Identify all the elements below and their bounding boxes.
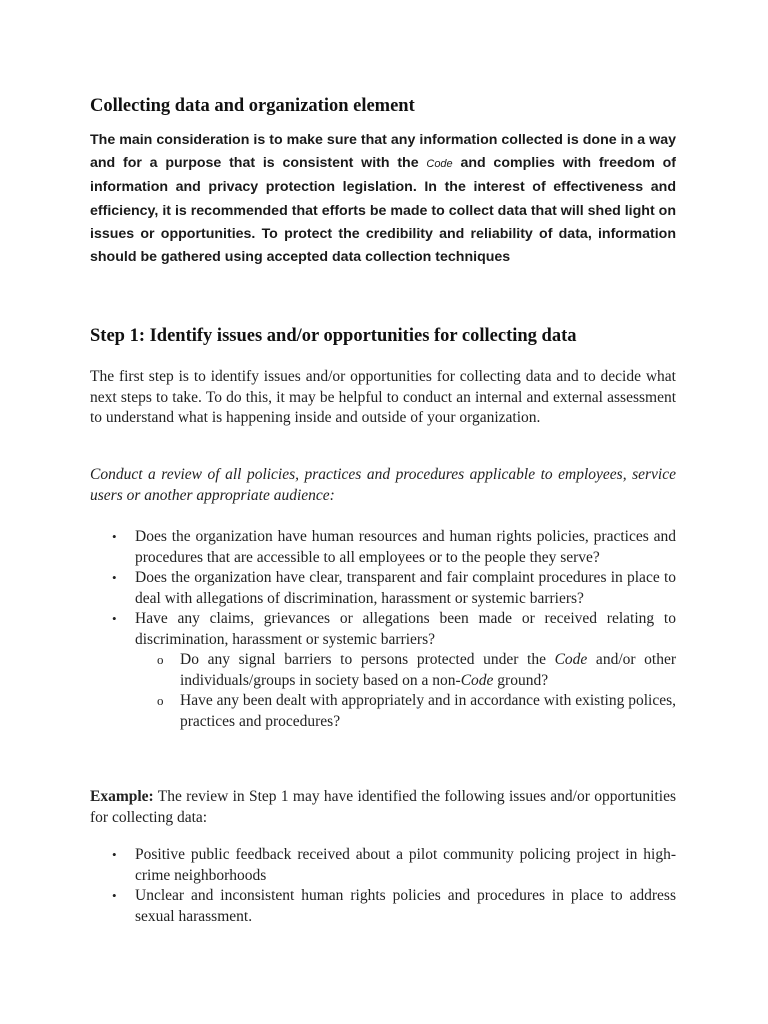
- sub-question-text: Do any signal barriers to persons protected under the: [180, 651, 555, 668]
- sub-bullet-icon: o: [157, 652, 164, 667]
- example-item-text: Positive public feedback received about a pilot community policing project in high-crime neighborhoods: [135, 846, 676, 884]
- sub-bullet-icon: o: [157, 693, 164, 708]
- bullet-icon: •: [112, 847, 117, 862]
- example-paragraph: [90, 787, 676, 828]
- example-text: The review in Step 1 may have identified the following issues and/or opportunities for collecting data:: [90, 788, 676, 826]
- sub-question-text: and/or other individuals/groups in society based on a non-: [180, 651, 677, 689]
- bullet-icon: •: [112, 888, 117, 903]
- question-text: Does the organization have human resources and human rights policies, practices and procedures that are accessible to all employees or to the people they serve?: [135, 528, 676, 566]
- sub-list-item: [135, 691, 676, 732]
- intro-text-part1: The main consideration is to make sure that any information collected is done in a way and for a purpose that is consistent with the: [90, 132, 676, 172]
- step1-paragraph: The first step is to identify issues and/or opportunities for collecting data and to decide what next steps to take. To do this, it may be helpful to conduct an internal and external assessment to understand what is happening inside and outside of your organization.: [90, 368, 676, 426]
- intro-paragraph: [90, 129, 676, 269]
- sub-question-text: Have any been dealt with appropriately and in accordance with existing polices, practices and procedures?: [180, 692, 676, 730]
- list-item: [90, 845, 676, 886]
- sub-list-item: [135, 650, 676, 691]
- list-item: [90, 568, 676, 609]
- bullet-icon: •: [112, 611, 117, 626]
- step1-heading: Step 1: Identify issues and/or opportunities for collecting data: [90, 326, 577, 346]
- list-item: [90, 886, 676, 927]
- question-text: Have any claims, grievances or allegations been made or received relating to discrimination, harassment or systemic barriers?: [135, 610, 676, 648]
- intro-code-word: Code: [426, 158, 453, 171]
- intro-text-part2: and complies with freedom of information and privacy protection legislation. In the interest of effectiveness and efficiency, it is recommended that efforts be made to collect data that will shed light on issues or opportunities. To protect the credibility and reliability of data, information should be gathered using accepted data collection techniques: [90, 155, 676, 266]
- bullet-icon: •: [112, 529, 117, 544]
- section-title: Collecting data and organization element: [90, 96, 415, 116]
- example-item-text: Unclear and inconsistent human rights policies and procedures in place to address sexual harassment.: [135, 887, 676, 925]
- bullet-icon: •: [112, 570, 117, 585]
- example-list: [90, 845, 676, 927]
- review-instruction: Conduct a review of all policies, practices and procedures applicable to employees, service users or another appropriate audience:: [90, 466, 676, 504]
- sub-question-list: [135, 650, 676, 732]
- question-list: [90, 527, 676, 732]
- question-text: Does the organization have clear, transparent and fair complaint procedures in place to deal with allegations of discrimination, harassment or systemic barriers?: [135, 569, 676, 607]
- list-item: [90, 527, 676, 568]
- list-item: [90, 609, 676, 732]
- code-word: Code: [554, 651, 588, 668]
- code-word: Code: [460, 671, 494, 689]
- sub-question-text: ground?: [493, 671, 549, 689]
- example-label: Example:: [90, 788, 154, 805]
